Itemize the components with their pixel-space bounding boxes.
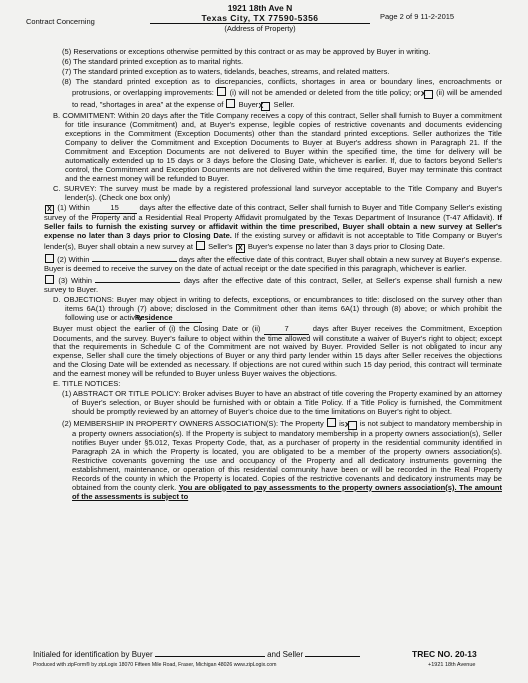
footer-property: +1921 18th Avenue — [428, 662, 476, 668]
objection-use-field[interactable]: Residence — [147, 314, 202, 324]
address-line-1: 1921 18th Ave N — [227, 3, 293, 13]
contract-concerning-label: Contract Concerning — [26, 17, 95, 26]
checkbox-survey-1-buyer[interactable]: X — [236, 244, 245, 253]
checkbox-survey-1-seller[interactable] — [196, 241, 205, 250]
title-notices-heading: E. TITLE NOTICES: — [53, 379, 121, 389]
trec-number: TREC NO. 20-13 — [412, 649, 477, 659]
seller-initials-field[interactable] — [305, 656, 360, 657]
survey-option-2: (2) Within days after the effective date of this contract, Buyer shall obtain a new survey at Buyer's expense. Buyer is deemed to receive the survey on the date of actual receipt or the date specified in this paragraph, whichever is earlier. — [44, 254, 502, 273]
checkbox-p8-i[interactable] — [217, 87, 226, 96]
checkbox-p8-buyer[interactable] — [226, 99, 235, 108]
commitment-paragraph: B. COMMITMENT: Within 20 days after the Title Company receives a copy of this contract, Seller shall furnish to Buyer a commitment for title insurance (Commitment) and, at Buyer's expense, legible copies of restrictive covenants and documents evidencing exceptions in the Commitment (Exception Documents) other than the standard printed exceptions. Seller authorizes the Title Company to deliver the Commitment and Exception Documents to Buyer at Buyer's address shown in Paragraph 21. If the Commitment and Exception Documents are not delivered to Buyer within the specified time, the time for delivery will be automatically extended up to 15 days or 3 days before the Closing Date, whichever is earlier. If, due to factors beyond Seller's control, the Commitment and Exception Documents are not delivered within the time required, Buyer may terminate this contract and the earnest money will be refunded to Buyer. — [53, 111, 502, 183]
contract-body — [32, 48, 502, 503]
objections-deadline: Buyer must object the earlier of (i) the Closing Date or (ii) 7 days after Buyer receives the Commitment, Exception Documents, and the survey. Buyer's failure to object within the time allowed will constitute a waiver of Buyer's right to object; except that the requirements in Schedule C of the Commitment are not waived by Buyer. Provided Seller is not obligated to incur any expense, Seller shall cure the timely objections of Buyer or any third party lender within 15 days after Seller receives the objections and the Closing Date will be extended as necessary. If objections are not cured within such 15 day period, this contract will terminate and the earnest money will be refunded to Buyer unless Buyer waives the objections. — [53, 323, 502, 379]
initials-line: Initialed for identification by Buyer and Seller — [33, 650, 503, 659]
survey-intro: C. SURVEY: The survey must be made by a registered professional land surveyor acceptable to the Title Company and Buyer's lender(s). (Check one box only) — [53, 183, 502, 202]
checkbox-poa-is[interactable] — [327, 418, 336, 427]
survey-1-days-field[interactable]: 15 — [92, 204, 137, 214]
survey-3-days-field[interactable] — [95, 282, 180, 283]
producer-line: Produced with zipForm® by zipLogix 18070 Fifteen Mile Road, Fraser, Michigan 48026 www.zipLogix.com — [33, 662, 277, 668]
checkbox-poa-is-not[interactable]: X — [348, 421, 357, 430]
checkbox-survey-3[interactable] — [45, 275, 54, 284]
address-caption: (Address of Property) — [224, 24, 296, 33]
buyer-initials-field[interactable] — [155, 656, 210, 657]
checkbox-p8-seller[interactable]: X — [261, 102, 270, 111]
exception-7: (7) The standard printed exception as to waters, tidelands, beaches, streams, and related matters. — [62, 67, 390, 77]
buyer-initials-field-2[interactable] — [210, 656, 265, 657]
checkbox-p8-ii[interactable]: X — [424, 90, 433, 99]
title-notice-2: (2) MEMBERSHIP IN PROPERTY OWNERS ASSOCIATION(S): The Property is X is not subject to mandatory membership in a property owners association(s). If the Property is subject to mandatory membership in a property owners association(s), Seller notifies Buyer under §5.012, Texas Property Code, that, as a purchaser of property in the residential community identified in Paragraph 2A in which the Property is located, you are obligated to be a member of the property owners association(s). Restrictive covenants governing the use and occupancy of the Property and all dedicatory instruments governing the establishment, maintenance, or operation of this residential community have been or will be recorded in the Real Property Records of the county in which the Property is located. Copies of the restrictive covenants and dedicatory instruments may be obtained from the county clerk. You are obligated to pay assessments to the property owners association(s). The amount of the assessments is subject to — [62, 419, 502, 501]
property-address-block — [150, 3, 370, 33]
exception-5: (5) Reservations or exceptions otherwise permitted by this contract or as may be approved by Buyer in writing. — [62, 47, 431, 56]
objection-days-field[interactable]: 7 — [264, 325, 309, 335]
checkbox-survey-2[interactable] — [45, 254, 54, 263]
objections-paragraph: D. OBJECTIONS: Buyer may object in writing to defects, exceptions, or encumbrances to title: disclosed on the survey other than items 6A(1) through (7) above; disclosed in the Commitment other than items 6A(1) through (8) above; or which prohibit the following use or activity: Residence — [53, 294, 502, 322]
survey-option-1: X (1) Within 15 days after the effective date of this contract, Seller shall furnish to Buyer and Title Company Seller's existing survey of the Property and a Residential Real Property Affidavit promulgated by the Texas Department of Insurance (T-47 Affidavit). If Seller fails to furnish the existing survey or affidavit within the time prescribed, Buyer shall obtain a new survey at Seller's expense no later than 3 days prior to Closing Date. If the existing survey or affidavit is not acceptable to Title Company or Buyer's lender(s), Buyer shall obtain a new survey at Seller's X Buyer's expense no later than 3 days prior to Closing Date. — [44, 202, 502, 252]
exception-6: (6) The standard printed exception as to marital rights. — [62, 57, 244, 67]
survey-2-days-field[interactable] — [92, 261, 177, 262]
survey-option-3: (3) Within days after the effective date of this contract, Seller, at Seller's expense shall furnish a new survey to Buyer. — [44, 275, 502, 294]
checkbox-survey-1[interactable]: X — [45, 205, 54, 214]
address-line-2: Texas City, TX 77590-5356 — [150, 13, 370, 24]
page-info: Page 2 of 9 11-2-2015 — [380, 12, 455, 21]
exception-8: (8) The standard printed exception as to discrepancies, conflicts, shortages in area or boundary lines, encroachments or protrusions, or overlapping improvements: (i) will not be amended or deleted from the title policy; or X (ii) will be amended to read, "shortages in area" at the expense of Buyer X Seller. — [62, 77, 502, 111]
title-notice-1: (1) ABSTRACT OR TITLE POLICY: Broker advises Buyer to have an abstract of title covering the Property examined by an attorney of Buyer's selection, or Buyer should be furnished with or obtain a Title Policy. If a Title Policy is furnished, the Commitment should be promptly reviewed by an attorney of Buyer's choice due to the time limitations on Buyer's right to object. — [62, 389, 502, 417]
